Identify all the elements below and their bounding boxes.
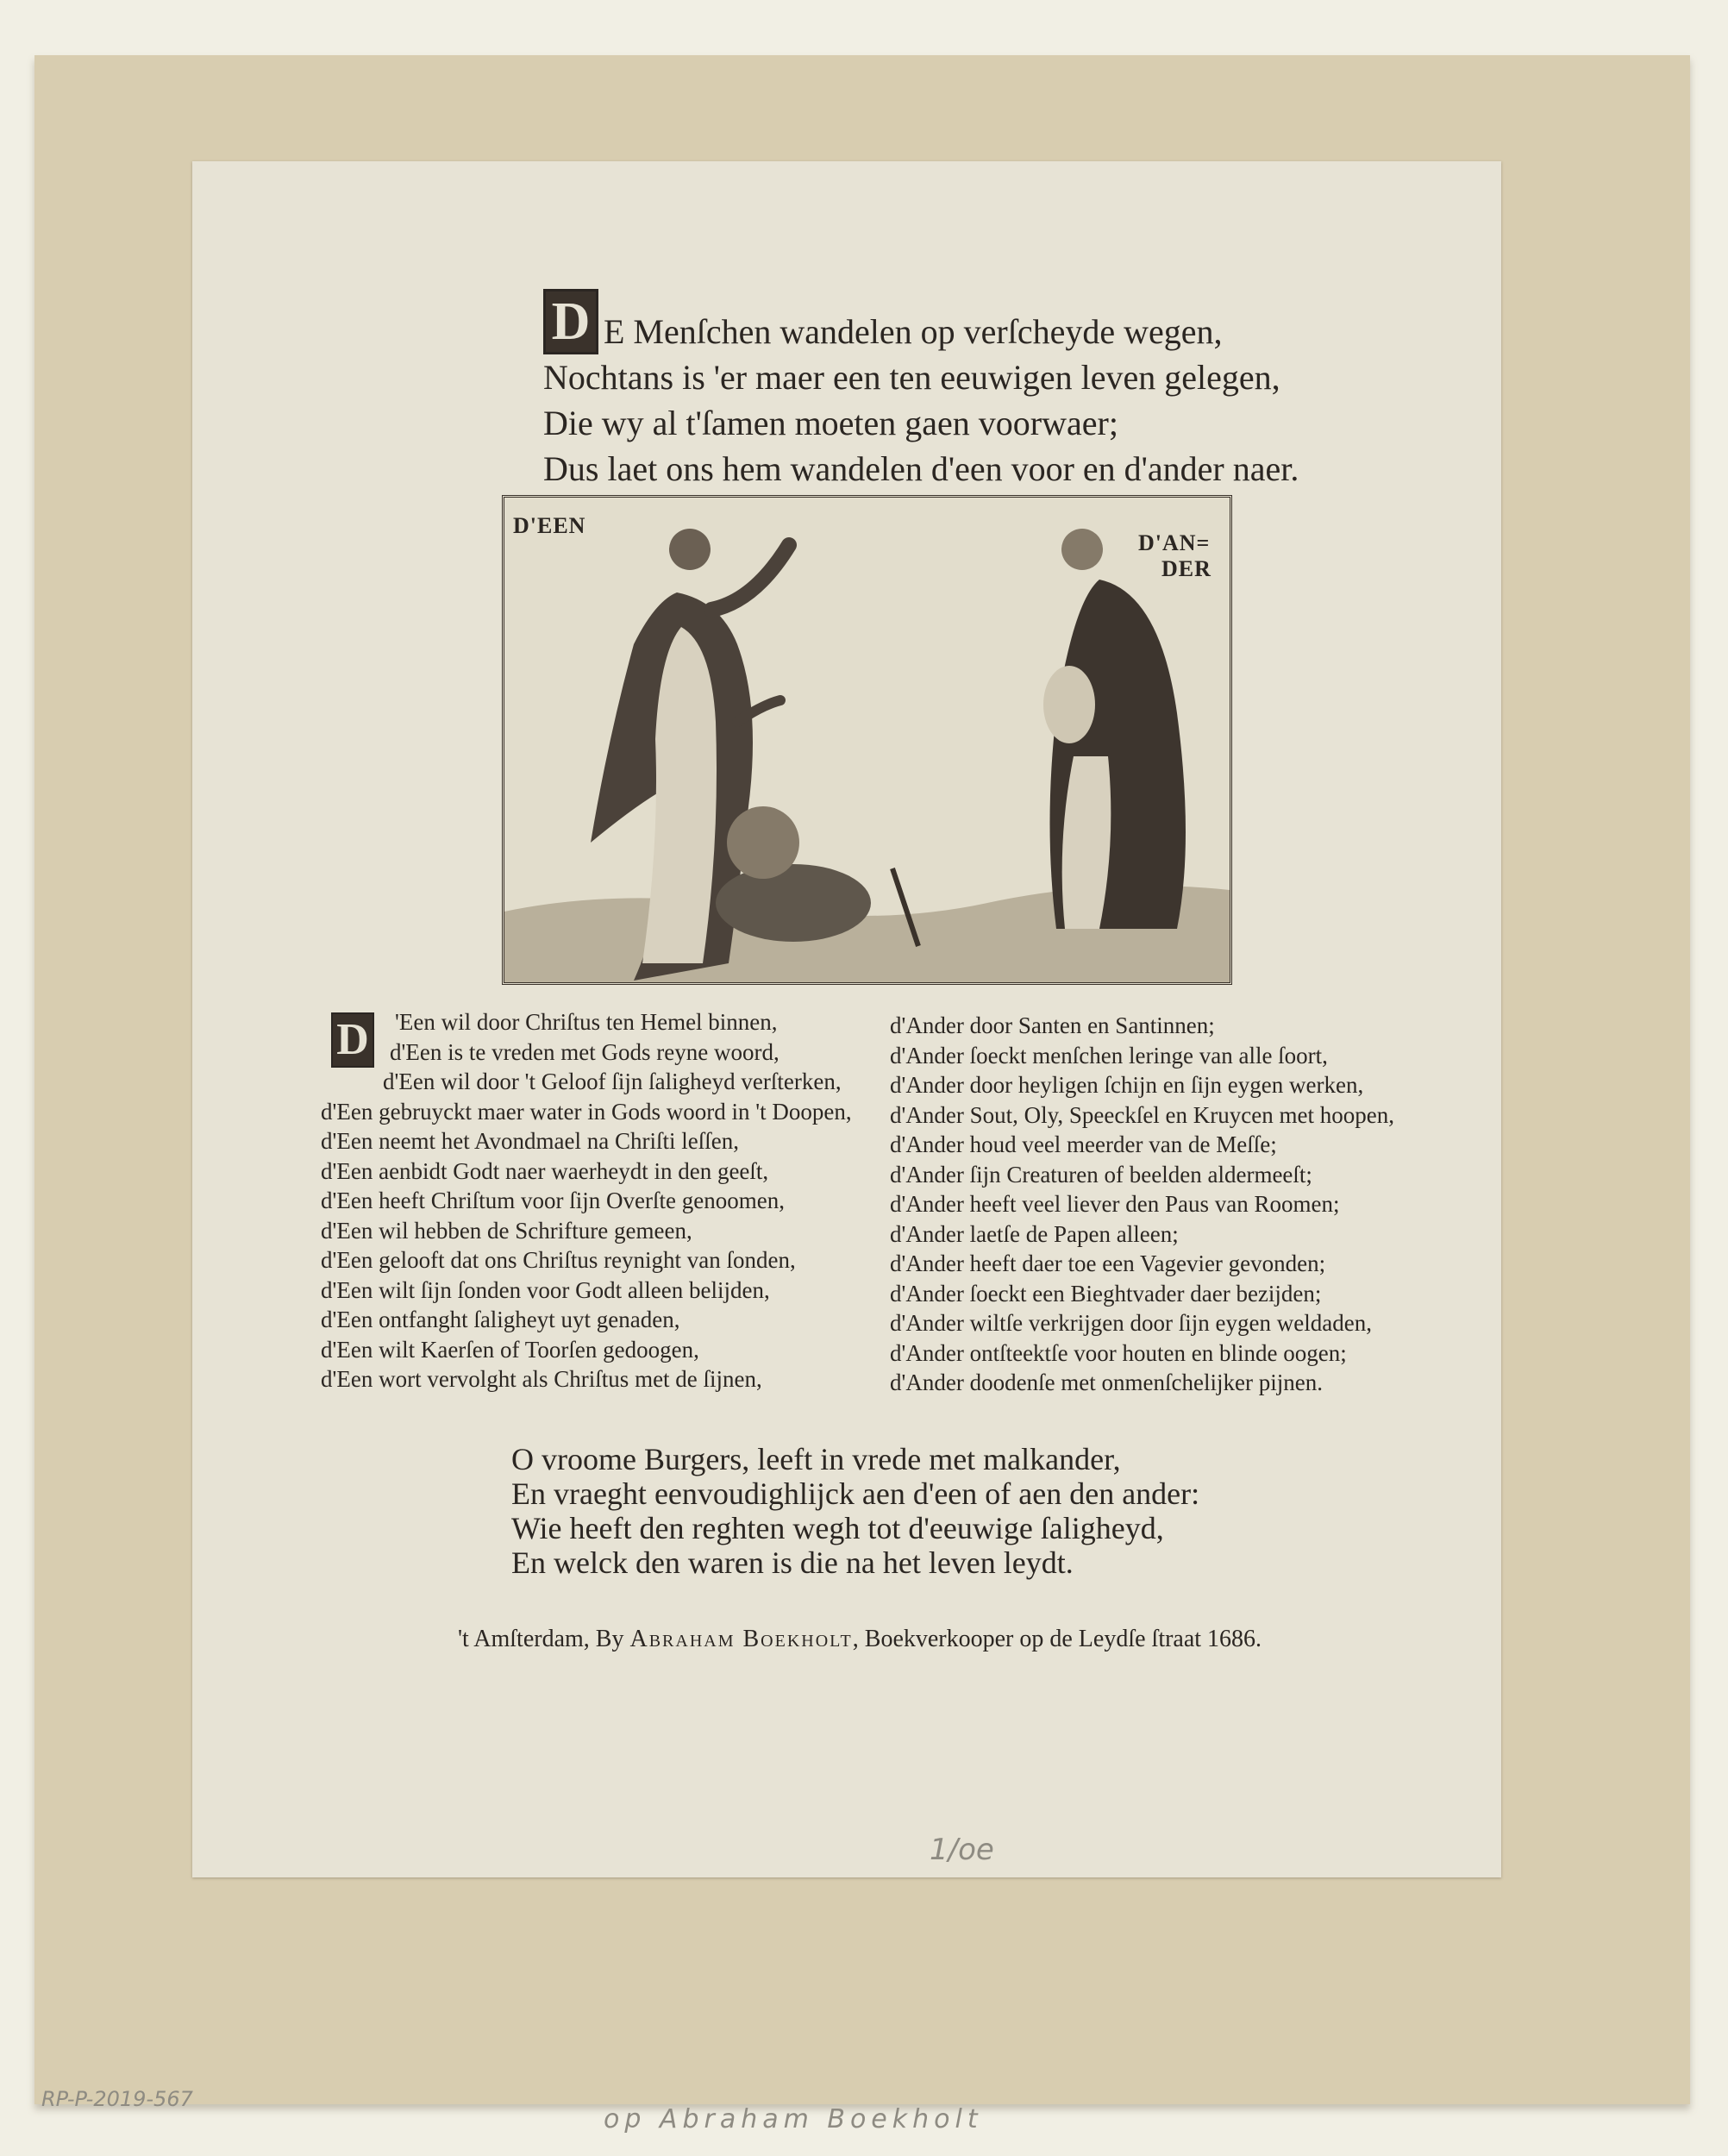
verse-line: d'Ander laetſe de Papen alleen; — [890, 1220, 1179, 1247]
verse-line: d'Een heeft Chriſtum voor ſijn Overſte genoomen, — [321, 1188, 785, 1213]
verse-line: d'Ander door heyligen ſchijn en ſijn eygen werken, — [890, 1072, 1364, 1098]
verse-line: d'Ander heeft veel liever den Paus van Roomen; — [890, 1191, 1340, 1217]
verse-line: Wie heeft den reghten wegh tot d'eeuwige ſaligheyd, — [511, 1511, 1164, 1545]
decorated-initial-small: D — [331, 1012, 374, 1068]
verse-line: d'Ander Sout, Oly, Speeckſel en Kruycen met hoopen, — [890, 1101, 1394, 1128]
verse-line: d'Een neemt het Avondmael na Chriſti leſſen, — [321, 1128, 739, 1154]
verse-line: d'Ander door Santen en Santinnen; — [890, 1012, 1215, 1038]
verse-line: Die wy al t'ſamen moeten gaen voorwaer; — [543, 404, 1118, 442]
monk-head — [1061, 529, 1103, 570]
verse-line: d'Ander ontſteektſe voor houten en blinde oogen; — [890, 1339, 1347, 1366]
verse-line: En welck den waren is die na het leven leydt. — [511, 1545, 1074, 1580]
verse-line: d'Een wilt ſijn ſonden voor Godt alleen belijden, — [321, 1276, 770, 1303]
verse-line: d'Een wort vervolght als Chriſtus met de ſijnen, — [321, 1366, 762, 1392]
verse-line: d'Een gebruyckt maer water in Gods woord in 't Doopen, — [321, 1098, 852, 1125]
left-column-verse — [321, 1007, 852, 1395]
imprint-prefix: 't Amſterdam, By — [458, 1626, 630, 1652]
right-column-verse — [890, 1011, 1394, 1398]
verse-line: E Menſchen wandelen op verſcheyde wegen, — [604, 312, 1223, 351]
verse-line: En vraeght eenvoudighlijck aen d'een of aen den ander: — [511, 1476, 1200, 1511]
imprint-publisher: Abraham Boekholt — [629, 1626, 853, 1652]
label-deen: D'EEN — [513, 513, 586, 538]
verse-line: d'Ander doodenſe met onmenſchelijker pijnen. — [890, 1369, 1323, 1395]
verse-line: d'Ander ſoeckt een Bieghtvader daer bezijden; — [890, 1280, 1322, 1307]
engraving-figures — [504, 498, 1230, 982]
monk-sleeve — [1043, 666, 1095, 743]
verse-line: O vroome Burgers, leeft in vrede met malkander, — [511, 1442, 1121, 1476]
lion-body — [716, 864, 871, 942]
verse-line: d'Een wil door 't Geloof ſijn ſaligheyd verſterken, — [383, 1069, 842, 1094]
verse-line: d'Ander houd veel meerder van de Meſſe; — [890, 1131, 1277, 1157]
verse-line: d'Ander ſoeckt menſchen leringe van alle ſoort, — [890, 1042, 1328, 1069]
verse-line: d'Ander heeft daer toe een Vagevier gevonden; — [890, 1250, 1326, 1276]
verse-line: 'Een wil door Chriſtus ten Hemel binnen, — [395, 1009, 778, 1035]
closing-verse — [511, 1442, 1199, 1580]
opening-verse — [543, 289, 1299, 492]
lion-mane — [727, 806, 799, 879]
verse-line: Dus laet ons hem wandelen d'een voor en d'ander naer. — [543, 449, 1299, 488]
verse-line: d'Een aenbidt Godt naer waerheydt in den geeſt, — [321, 1157, 769, 1184]
object-number: RP-P-2019-567 — [41, 2087, 193, 2111]
apostle-head — [669, 529, 711, 570]
verse-line: Nochtans is 'er maer een ten eeuwigen leven gelegen, — [543, 358, 1280, 397]
label-dander-2: DER — [1161, 556, 1211, 581]
verse-line: d'Een is te vreden met Gods reyne woord, — [390, 1038, 779, 1065]
apostle-raised-arm — [711, 545, 789, 610]
label-dander-1: D'AN= — [1138, 530, 1211, 555]
engraving-illustration — [502, 495, 1232, 985]
verse-line: d'Een gelooft dat ons Chriſtus reynight van ſonden, — [321, 1247, 796, 1273]
monk-scapular — [1062, 756, 1111, 929]
verse-line: d'Ander wiltſe verkrijgen door ſijn eygen weldaden, — [890, 1310, 1372, 1336]
verse-line: d'Een wil hebben de Schrifture gemeen, — [321, 1217, 692, 1244]
verse-line: d'Een wilt Kaerſen of Toorſen gedoogen, — [321, 1336, 699, 1363]
imprint-suffix: , Boekverkooper op de Leydſe ſtraat 1686. — [852, 1626, 1262, 1652]
publisher-imprint — [458, 1626, 1262, 1653]
attribution-note: op Abraham Boekholt — [604, 2104, 983, 2134]
verse-line: d'Ander ſijn Creaturen of beelden aldermeeſt; — [890, 1161, 1312, 1188]
decorated-initial: D — [543, 289, 598, 354]
verse-line: d'Een ontfanght ſaligheyt uyt genaden, — [321, 1307, 680, 1332]
pencil-mark: 1/oe — [930, 1833, 994, 1867]
